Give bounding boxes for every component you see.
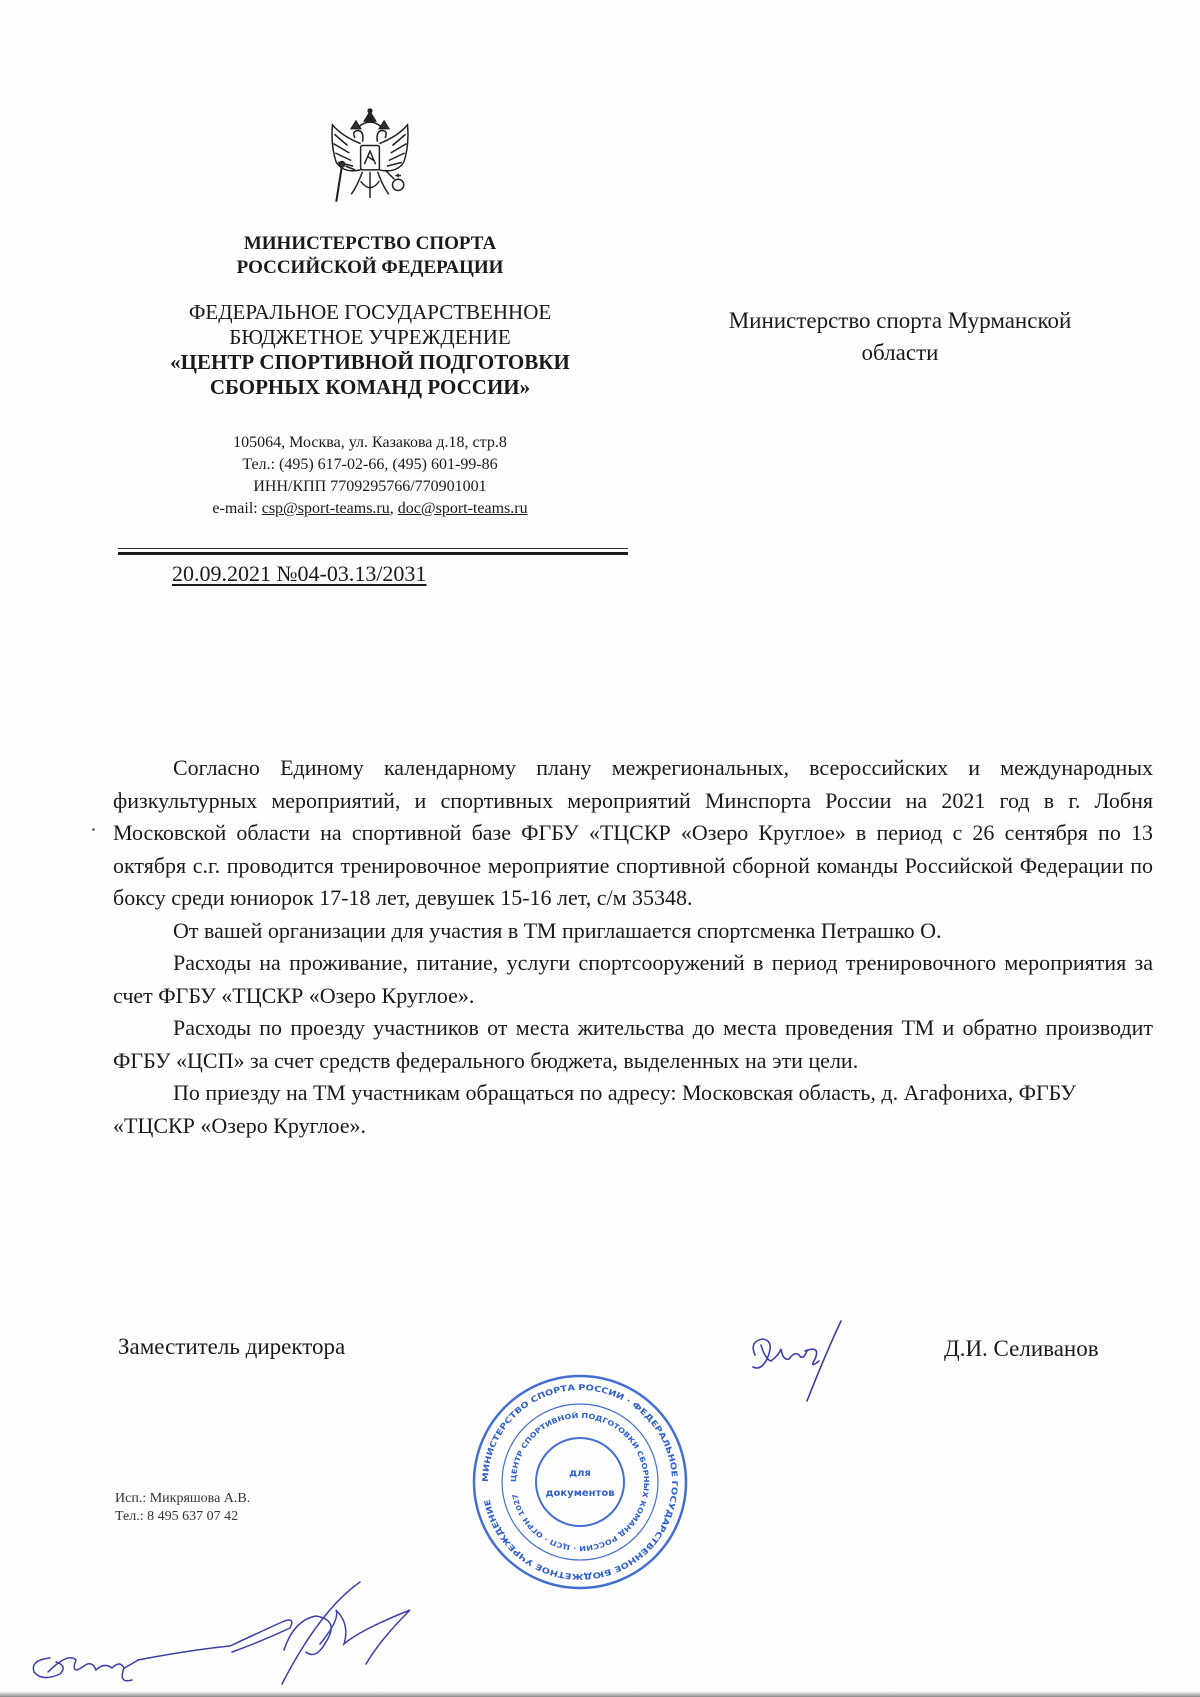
document-number: 20.09.2021 №04-03.13/2031 <box>172 561 427 586</box>
stamp-ring-text: МИНИСТЕРСТВО СПОРТА РОССИИ · ФЕДЕРАЛЬНОЕ ГОСУДАРСТВЕННОЕ БЮДЖЕТНОЕ УЧРЕЖДЕНИЕ <box>480 1382 680 1582</box>
organization-name <box>110 300 630 400</box>
executor-info <box>115 1490 250 1526</box>
body-paragraph: Согласно Единому календарному плану межрегиональных, всероссийских и международных физкультурных мероприятий, и спортивных мероприятий Минспорта России на 2021 год в г. Лобня Московской области на спортивной базе ФГБУ «ТЦСКР «Озеро Круглое» в период с 26 сентября по 13 октября с.г. проводится тренировочное мероприятие спортивной сборной команды Российской Федерации по боксу среди юниорок 17-18 лет, девушек 15-16 лет, с/м 35348. <box>113 755 1153 910</box>
ministry-name <box>110 232 630 280</box>
signatory-name: Д.И. Селиванов <box>944 1336 1099 1361</box>
executor-name: Исп.: Микряшова А.В. <box>115 1491 251 1506</box>
addressee-line-2: области <box>861 340 939 365</box>
addressee-line-1: Министерство спорта Мурманской <box>728 308 1072 333</box>
page-bottom-edge <box>0 1691 1200 1697</box>
email-link-doc[interactable]: doc@sport-teams.ru <box>397 500 528 517</box>
stamp-inner-text: ЦЕНТР СПОРТИВНОЙ ПОДГОТОВКИ СБОРНЫХ КОМАНД РОССИИ · ЦСП · ОГРН 1027 <box>509 1411 651 1553</box>
contact-block <box>110 432 630 520</box>
scan-artifact <box>92 828 95 831</box>
director-signature-icon <box>745 1315 855 1405</box>
org-type-line-2: БЮДЖЕТНОЕ УЧРЕЖДЕНИЕ <box>229 325 511 349</box>
stamp-center-line-2: документов <box>545 1488 615 1499</box>
body-paragraph: От вашей организации для участия в ТМ приглашается спортсменка Петрашко О. <box>173 917 942 943</box>
body-paragraph: Расходы на проживание, питание, услуги спортсооружений в период тренировочного мероприятия за счет ФГБУ «ТЦСКР «Озеро Круглое». <box>113 950 1153 1008</box>
email-separator: , <box>389 500 398 517</box>
phone-numbers: Тел.: (495) 617-02-66, (495) 601-99-86 <box>242 456 498 473</box>
org-name-line-2: СБОРНЫХ КОМАНД РОССИИ» <box>209 375 531 399</box>
letter-body <box>113 752 1153 1142</box>
body-paragraph: Расходы по проезду участников от места жительства до места проведения ТМ и обратно производит ФГБУ «ЦСП» за счет средств федерального бюджета, выделенных на эти цели. <box>113 1015 1153 1073</box>
addressee <box>680 305 1120 369</box>
official-stamp-icon <box>470 1372 690 1592</box>
ministry-line-2: РОССИЙСКОЙ ФЕДЕРАЦИИ <box>236 257 504 278</box>
org-type-line-1: ФЕДЕРАЛЬНОЕ ГОСУДАРСТВЕННОЕ <box>188 300 552 324</box>
email-label: e-mail: <box>212 500 262 517</box>
stamp-center-line-1: для <box>569 1468 591 1479</box>
ministry-line-1: МИНИСТЕРСТВО СПОРТА <box>243 233 497 254</box>
body-paragraph: По приезду на ТМ участникам обращаться по адресу: Московская область, д. Агафониха, ФГБУ «ТЦСКР «Озеро Круглое». <box>113 1080 1077 1138</box>
received-signature-icon <box>20 1580 420 1690</box>
svg-text:ЦЕНТР СПОРТИВНОЙ ПОДГОТОВКИ СБ <box>510 1411 650 1552</box>
email-line <box>110 498 630 520</box>
signatory-title: Заместитель директора <box>118 1334 346 1359</box>
inn-kpp: ИНН/КПП 7709295766/770901001 <box>253 478 487 495</box>
coat-of-arms-icon <box>320 108 420 228</box>
org-name-line-1: «ЦЕНТР СПОРТИВНОЙ ПОДГОТОВКИ <box>170 350 570 374</box>
executor-phone: Тел.: 8 495 637 07 42 <box>115 1509 239 1524</box>
email-link-csp[interactable]: csp@sport-teams.ru <box>261 500 390 517</box>
postal-address: 105064, Москва, ул. Казакова д.18, стр.8 <box>233 434 507 451</box>
letterhead-divider <box>118 548 628 555</box>
